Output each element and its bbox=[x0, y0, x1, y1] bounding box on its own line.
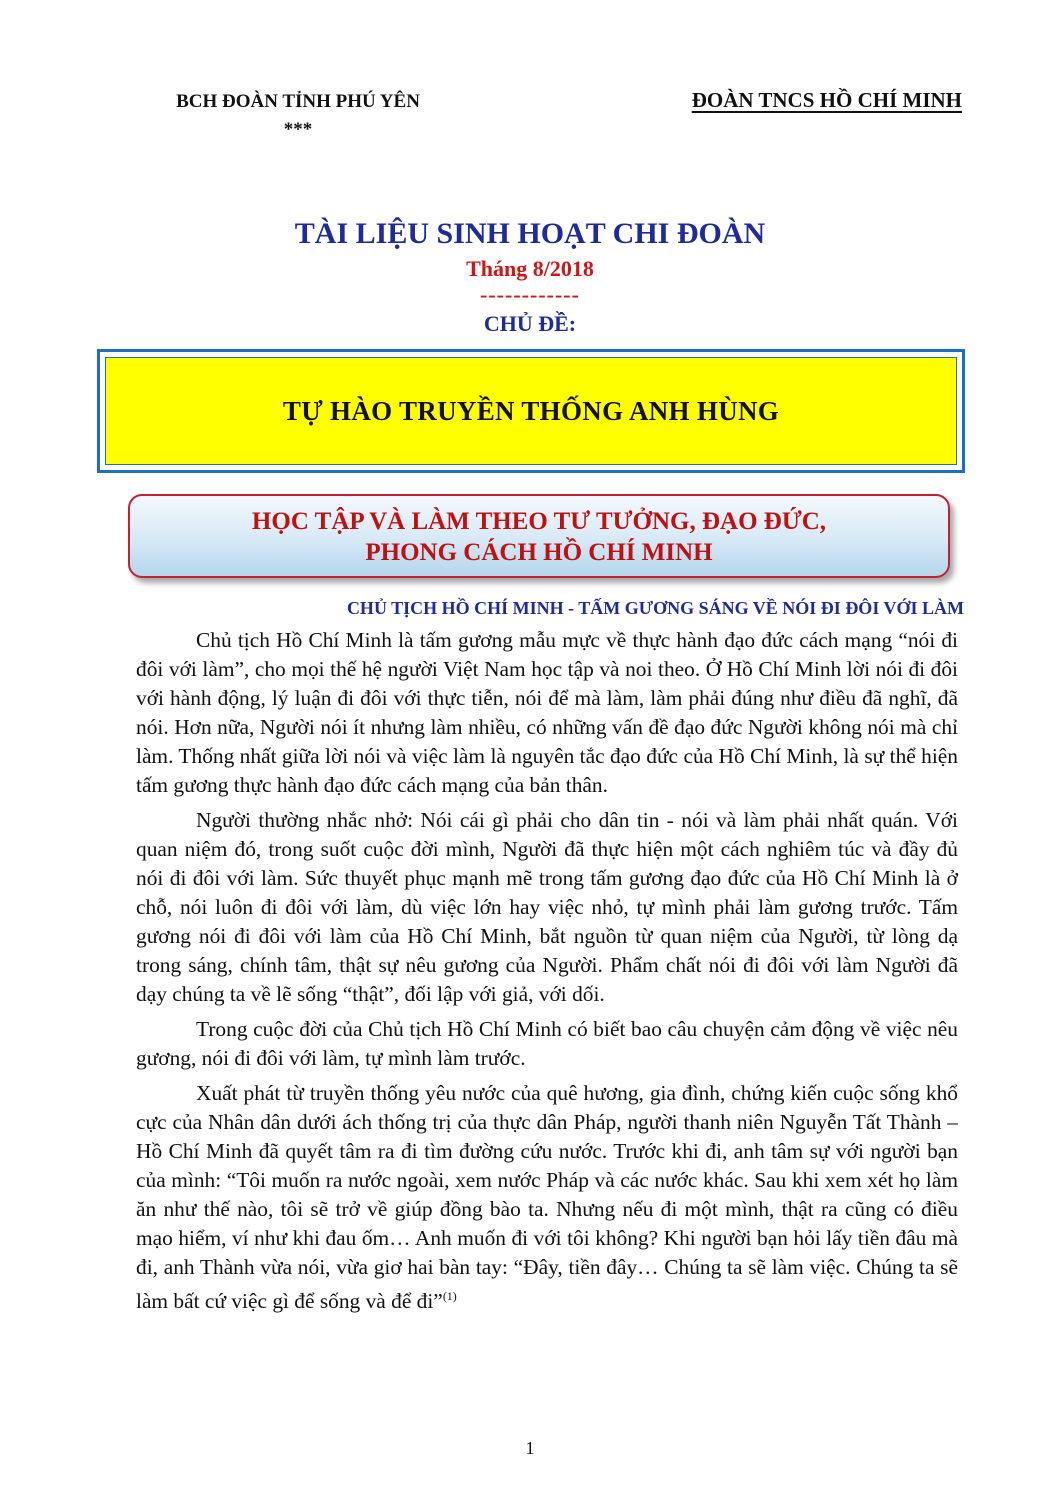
title-separator: ------------ bbox=[480, 282, 580, 307]
topic-label: CHỦ ĐỀ: bbox=[483, 311, 577, 336]
paragraph: Trong cuộc đời của Chủ tịch Hồ Chí Minh có biết bao câu chuyện cảm động về việc nêu gương, nói đi đôi với làm, tự mình làm trước. bbox=[136, 1017, 958, 1070]
topic-box-fill bbox=[105, 357, 957, 465]
footnote-reference: (1) bbox=[442, 1289, 457, 1303]
paragraph: Người thường nhắc nhở: Nói cái gì phải cho dân tin - nói và làm phải nhất quán. Với quan niệm đó, trong suốt cuộc đời mình, Người đã thực hiện một cách nghiêm túc và đầy đủ nói đi đôi với làm. Sức thuyết phục mạnh mẽ trong tấm gương đạo đức của Hồ Chí Minh là ở chỗ, nói luôn đi đôi với làm, dù việc lớn hay việc nhỏ, tự mình phải làm gương trước. Tấm gương nói đi đôi với làm của Hồ Chí Minh, bắt nguồn từ quan niệm của Người, từ lòng dạ trong sáng, chính tâm, thật sự nêu gương của Người. Phẩm chất nói đi đôi với làm Người đã dạy chúng ta về lẽ sống “thật”, đối lập với giả, với dối. bbox=[136, 808, 958, 1006]
document-month: Tháng 8/2018 bbox=[466, 256, 594, 281]
paragraph-text: Xuất phát từ truyền thống yêu nước của quê hương, gia đình, chứng kiến cuộc sống khổ cực của Nhân dân dưới ách thống trị của thực dân Pháp, người thanh niên Nguyễn Tất Thành – Hồ Chí Minh đã quyết tâm ra đi tìm đường cứu nước. Trước khi đi, anh tâm sự với người bạn của mình: “Tôi muốn ra nước ngoài, xem nước Pháp và các nước khác. Sau khi xem xét họ làm ăn như thế nào, tôi sẽ trở về giúp đồng bào ta. Nhưng nếu đi một mình, thật ra cũng có điều mạo hiểm, ví như khi đau ốm… Anh muốn đi với tôi không? Khi người bạn hỏi lấy tiền đâu mà đi, anh Thành vừa nói, vừa giơ hai bàn tay: “Đây, tiền đây… Chúng ta sẽ làm việc. Chúng ta sẽ làm bất cứ việc gì để sống và để đi” bbox=[136, 1081, 958, 1314]
title-block bbox=[0, 214, 1060, 342]
section-banner bbox=[128, 494, 950, 578]
document-title: TÀI LIỆU SINH HOẠT CHI ĐOÀN bbox=[294, 217, 766, 250]
article-subheading: CHỦ TỊCH HỒ CHÍ MINH - TẤM GƯƠNG SÁNG VỀ NÓI ĐI ĐÔI VỚI LÀM bbox=[346, 598, 964, 618]
topic-text: TỰ HÀO TRUYỀN THỐNG ANH HÙNG bbox=[282, 395, 780, 426]
paragraph bbox=[136, 1079, 958, 1316]
left-org-name: BCH ĐOÀN TỈNH PHÚ YÊN bbox=[176, 91, 420, 112]
header-left-org bbox=[108, 88, 488, 144]
left-org-stars: *** bbox=[283, 119, 313, 140]
page-number: 1 bbox=[525, 1438, 535, 1458]
article-body bbox=[136, 626, 958, 1322]
topic-box bbox=[97, 349, 965, 473]
section-banner-line-2: PHONG CÁCH HỒ CHÍ MINH bbox=[365, 539, 713, 566]
paragraph: Chủ tịch Hồ Chí Minh là tấm gương mẫu mực về thực hành đạo đức cách mạng “nói đi đôi với làm”, cho mọi thế hệ người Việt Nam học tập và noi theo. Ở Hồ Chí Minh lời nói đi đôi với hành động, lý luận đi đôi với thực tiễn, nói để mà làm, làm phải đúng như điều đã nghĩ, đã nói. Hơn nữa, Người nói ít nhưng làm nhiều, có những vấn đề đạo đức Người không nói mà chỉ làm. Thống nhất giữa lời nói và việc làm là nguyên tắc đạo đức của Hồ Chí Minh, là sự thể hiện tấm gương thực hành đạo đức cách mạng của bản thân. bbox=[136, 628, 958, 797]
header-right-org: ĐOÀN TNCS HỒ CHÍ MINH bbox=[691, 88, 962, 112]
section-banner-line-1: HỌC TẬP VÀ LÀM THEO TƯ TƯỞNG, ĐẠO ĐỨC, bbox=[251, 508, 827, 535]
